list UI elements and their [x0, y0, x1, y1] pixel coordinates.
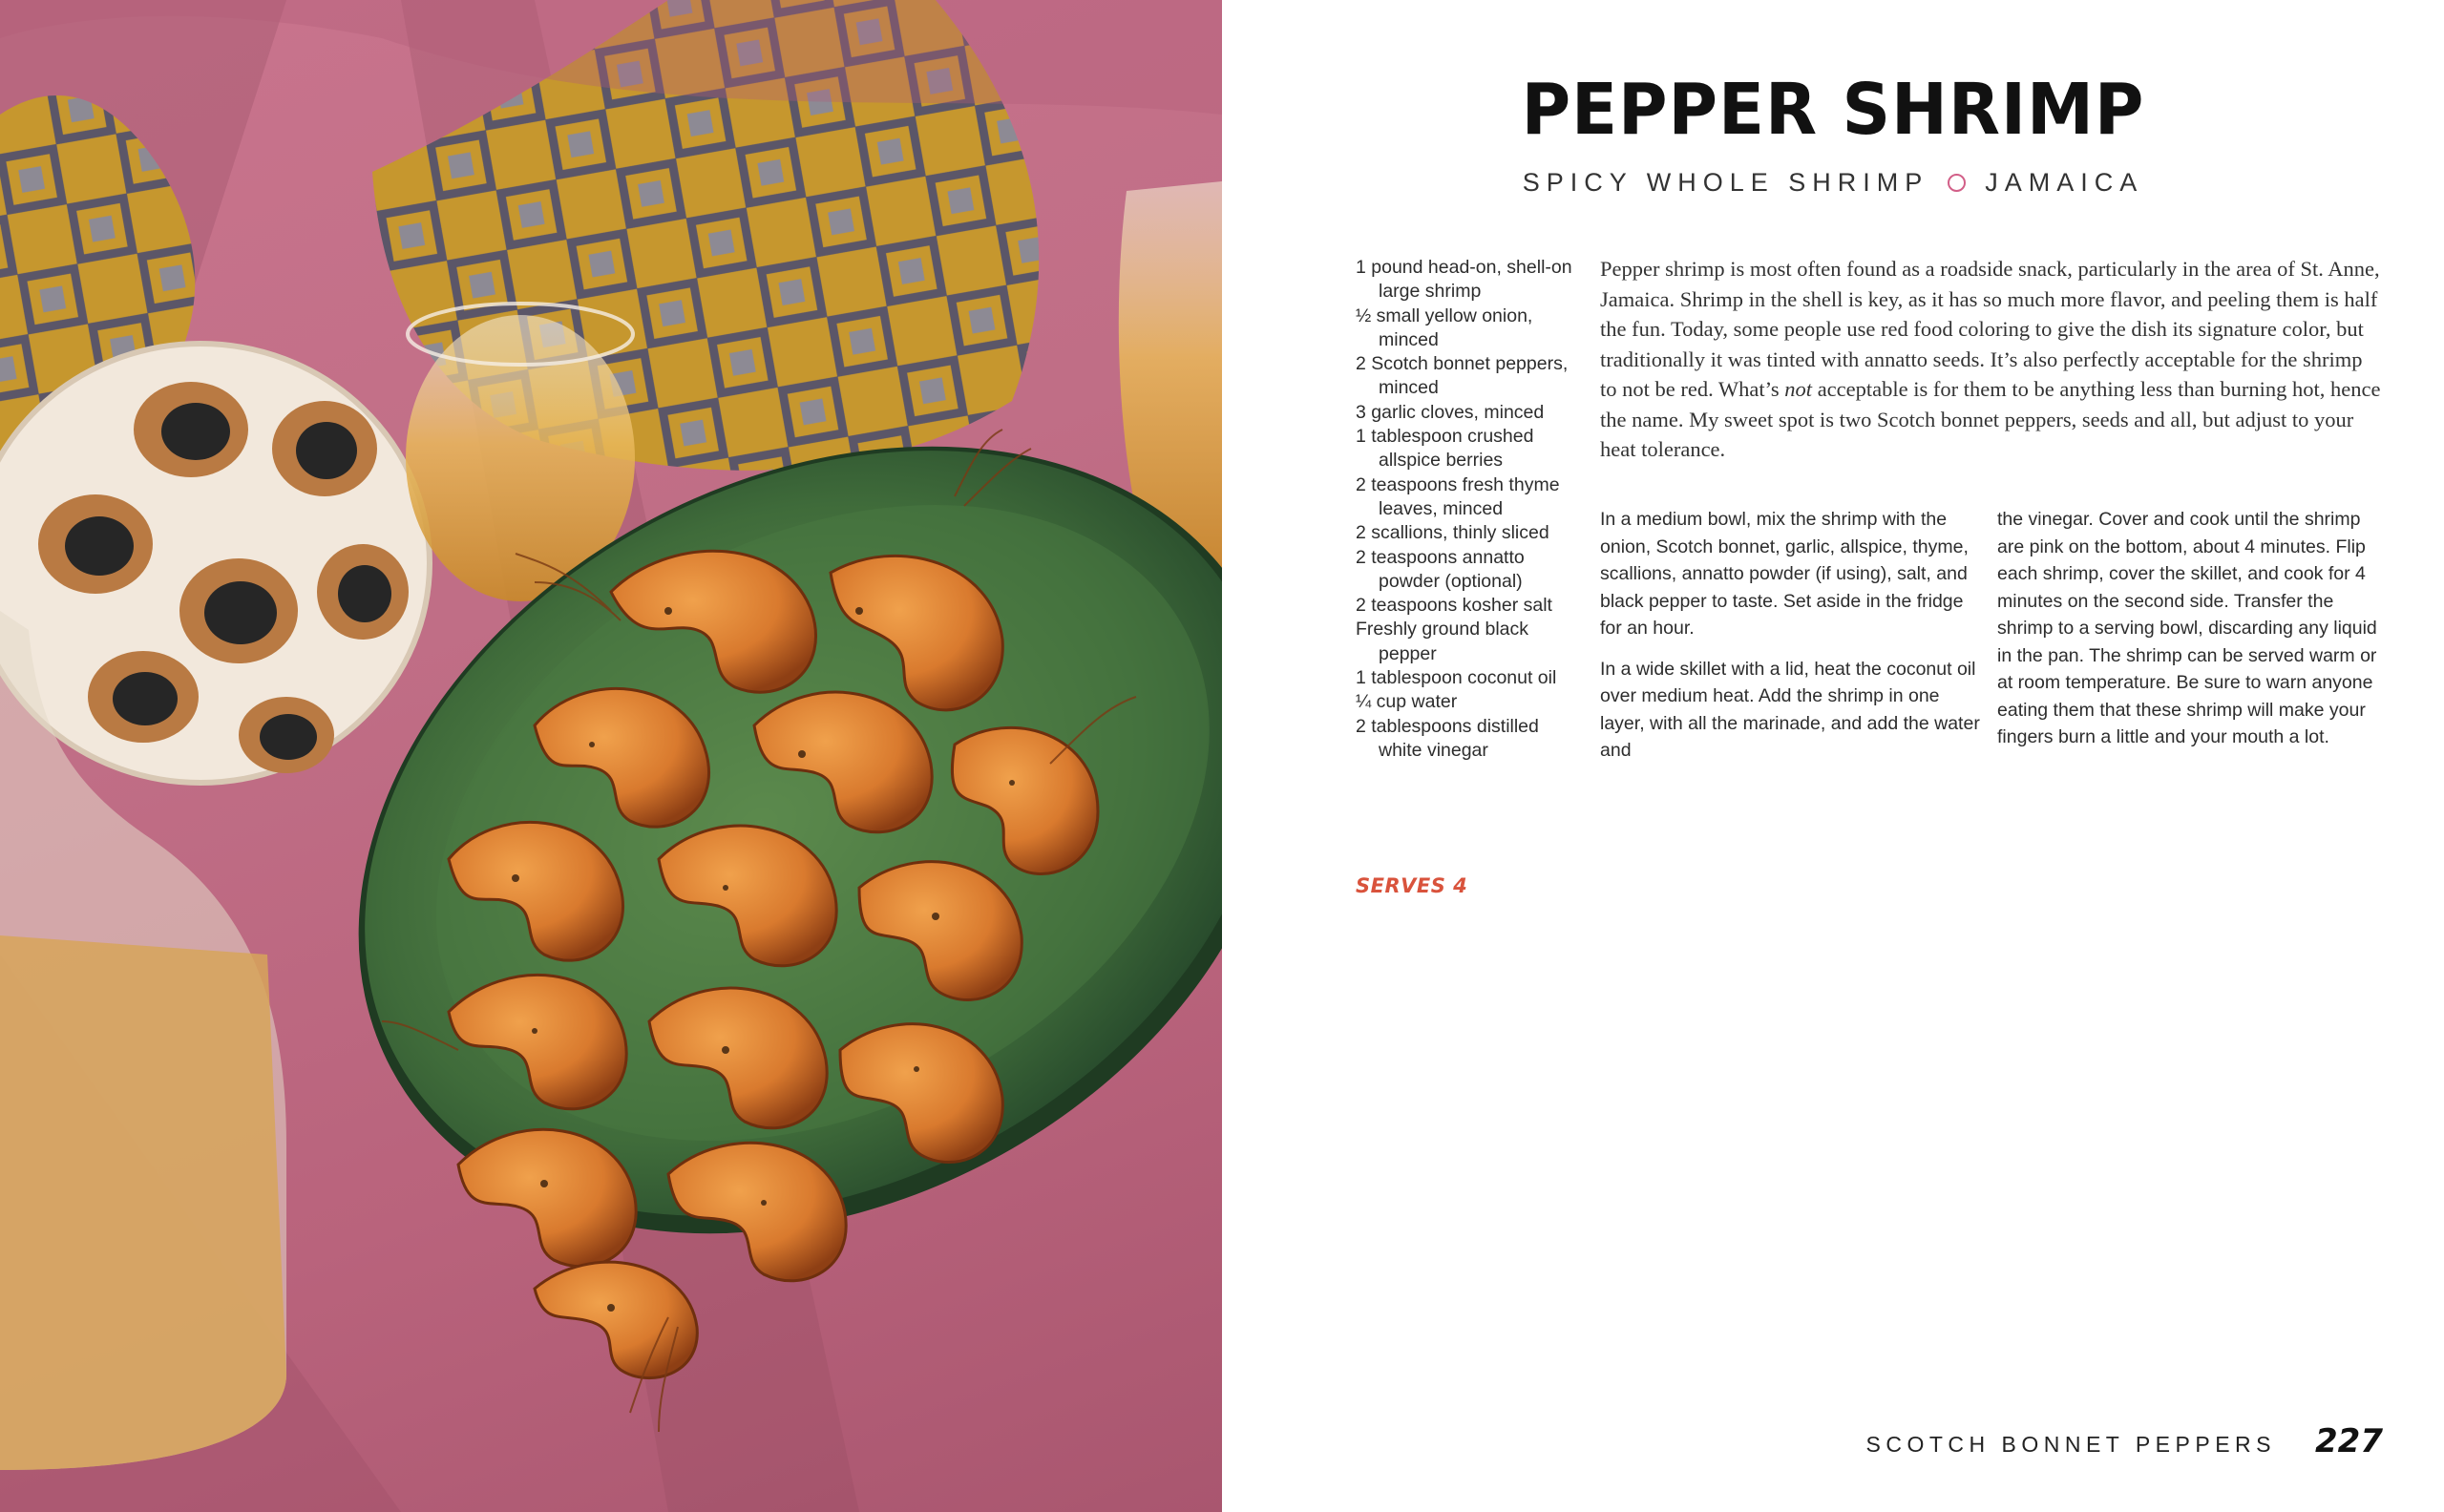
method-step: In a medium bowl, mix the shrimp with the onion, Scotch bonnet, garlic, allspice, thyme, scallions, annatto powder (if using), salt, and black pepper to taste. Set aside in the fridge for an hour. [1600, 509, 1969, 639]
ingredient-item: 1 tablespoon crushed allspice berries [1356, 426, 1534, 472]
separator-circle-icon [1948, 174, 1966, 192]
serves-label: SERVES 4 [1356, 874, 1468, 897]
ingredient-item: 3 garlic cloves, minced [1356, 401, 1545, 423]
method-step: the vinegar. Cover and cook until the shrimp are pink on the bottom, about 4 minutes. Flip each shrimp, cover the skillet, and cook for 4 minutes on the second side. Transfer the shrimp to a serving bowl, discarding any liquid in the pan. The shrimp can be served warm or at room temperature. Be sure to warn anyone eating them that these shrimp will make your fingers burn a little and your mouth a lot. [1997, 509, 2377, 747]
intro-text-start: Pepper shrimp is most often found as a roadside snack, particularly in the area of St. Anne, Jamaica. Shrimp in the shell is key, as it has so much more flavor, and peeling them is half the fun. Today, some people use red food coloring to give the dish its signature color, but traditionally it was tinted with annatto seeds. It’s also perfectly acceptable for the shrimp to not be red. What’s [1600, 257, 2380, 401]
page-number: 227 [2315, 1422, 2383, 1460]
intro-emphasis: not [1784, 377, 1813, 401]
recipe-subtitle [1222, 168, 2444, 198]
ingredient-item: 2 Scotch bonnet peppers, minced [1356, 353, 1569, 399]
recipe-intro [1600, 254, 2383, 465]
ingredient-item: 2 teaspoons annatto powder (optional) [1356, 546, 1525, 592]
ingredient-item: ¼ cup water [1356, 691, 1458, 713]
ingredient-list [1356, 256, 1575, 763]
recipe-page [1222, 0, 2444, 1512]
ingredient-item: 2 teaspoons fresh thyme leaves, minced [1356, 473, 1560, 519]
chapter-footer: SCOTCH BONNET PEPPERS [1865, 1432, 2276, 1457]
recipe-title: PEPPER SHRIMP [1521, 69, 2145, 151]
ingredient-item: 1 pound head-on, shell-on large shrimp [1356, 257, 1572, 303]
ingredient-item: 2 tablespoons distilled white vinegar [1356, 715, 1539, 761]
ingredient-item: ½ small yellow onion, minced [1356, 304, 1533, 350]
method-column-right [1997, 506, 2379, 765]
subtitle-origin: JAMAICA [1985, 168, 2144, 197]
ingredient-item: 2 teaspoons kosher salt [1356, 595, 1552, 617]
intro-text-end: acceptable is for them to be anything less than burning hot, hence the name. My sweet spot is two Scotch bonnet peppers, seeds and all, but adjust to your heat tolerance. [1600, 377, 2381, 461]
ingredient-item: Freshly ground black pepper [1356, 619, 1529, 664]
ingredient-item: 1 tablespoon coconut oil [1356, 667, 1557, 689]
method-column-left [1600, 506, 1982, 778]
subtitle-dish-type: SPICY WHOLE SHRIMP [1522, 168, 1929, 197]
method-step: In a wide skillet with a lid, heat the coconut oil over medium heat. Add the shrimp in one layer, with all the marinade, and add the water and [1600, 658, 1980, 761]
ingredient-item: 2 scallions, thinly sliced [1356, 522, 1549, 544]
